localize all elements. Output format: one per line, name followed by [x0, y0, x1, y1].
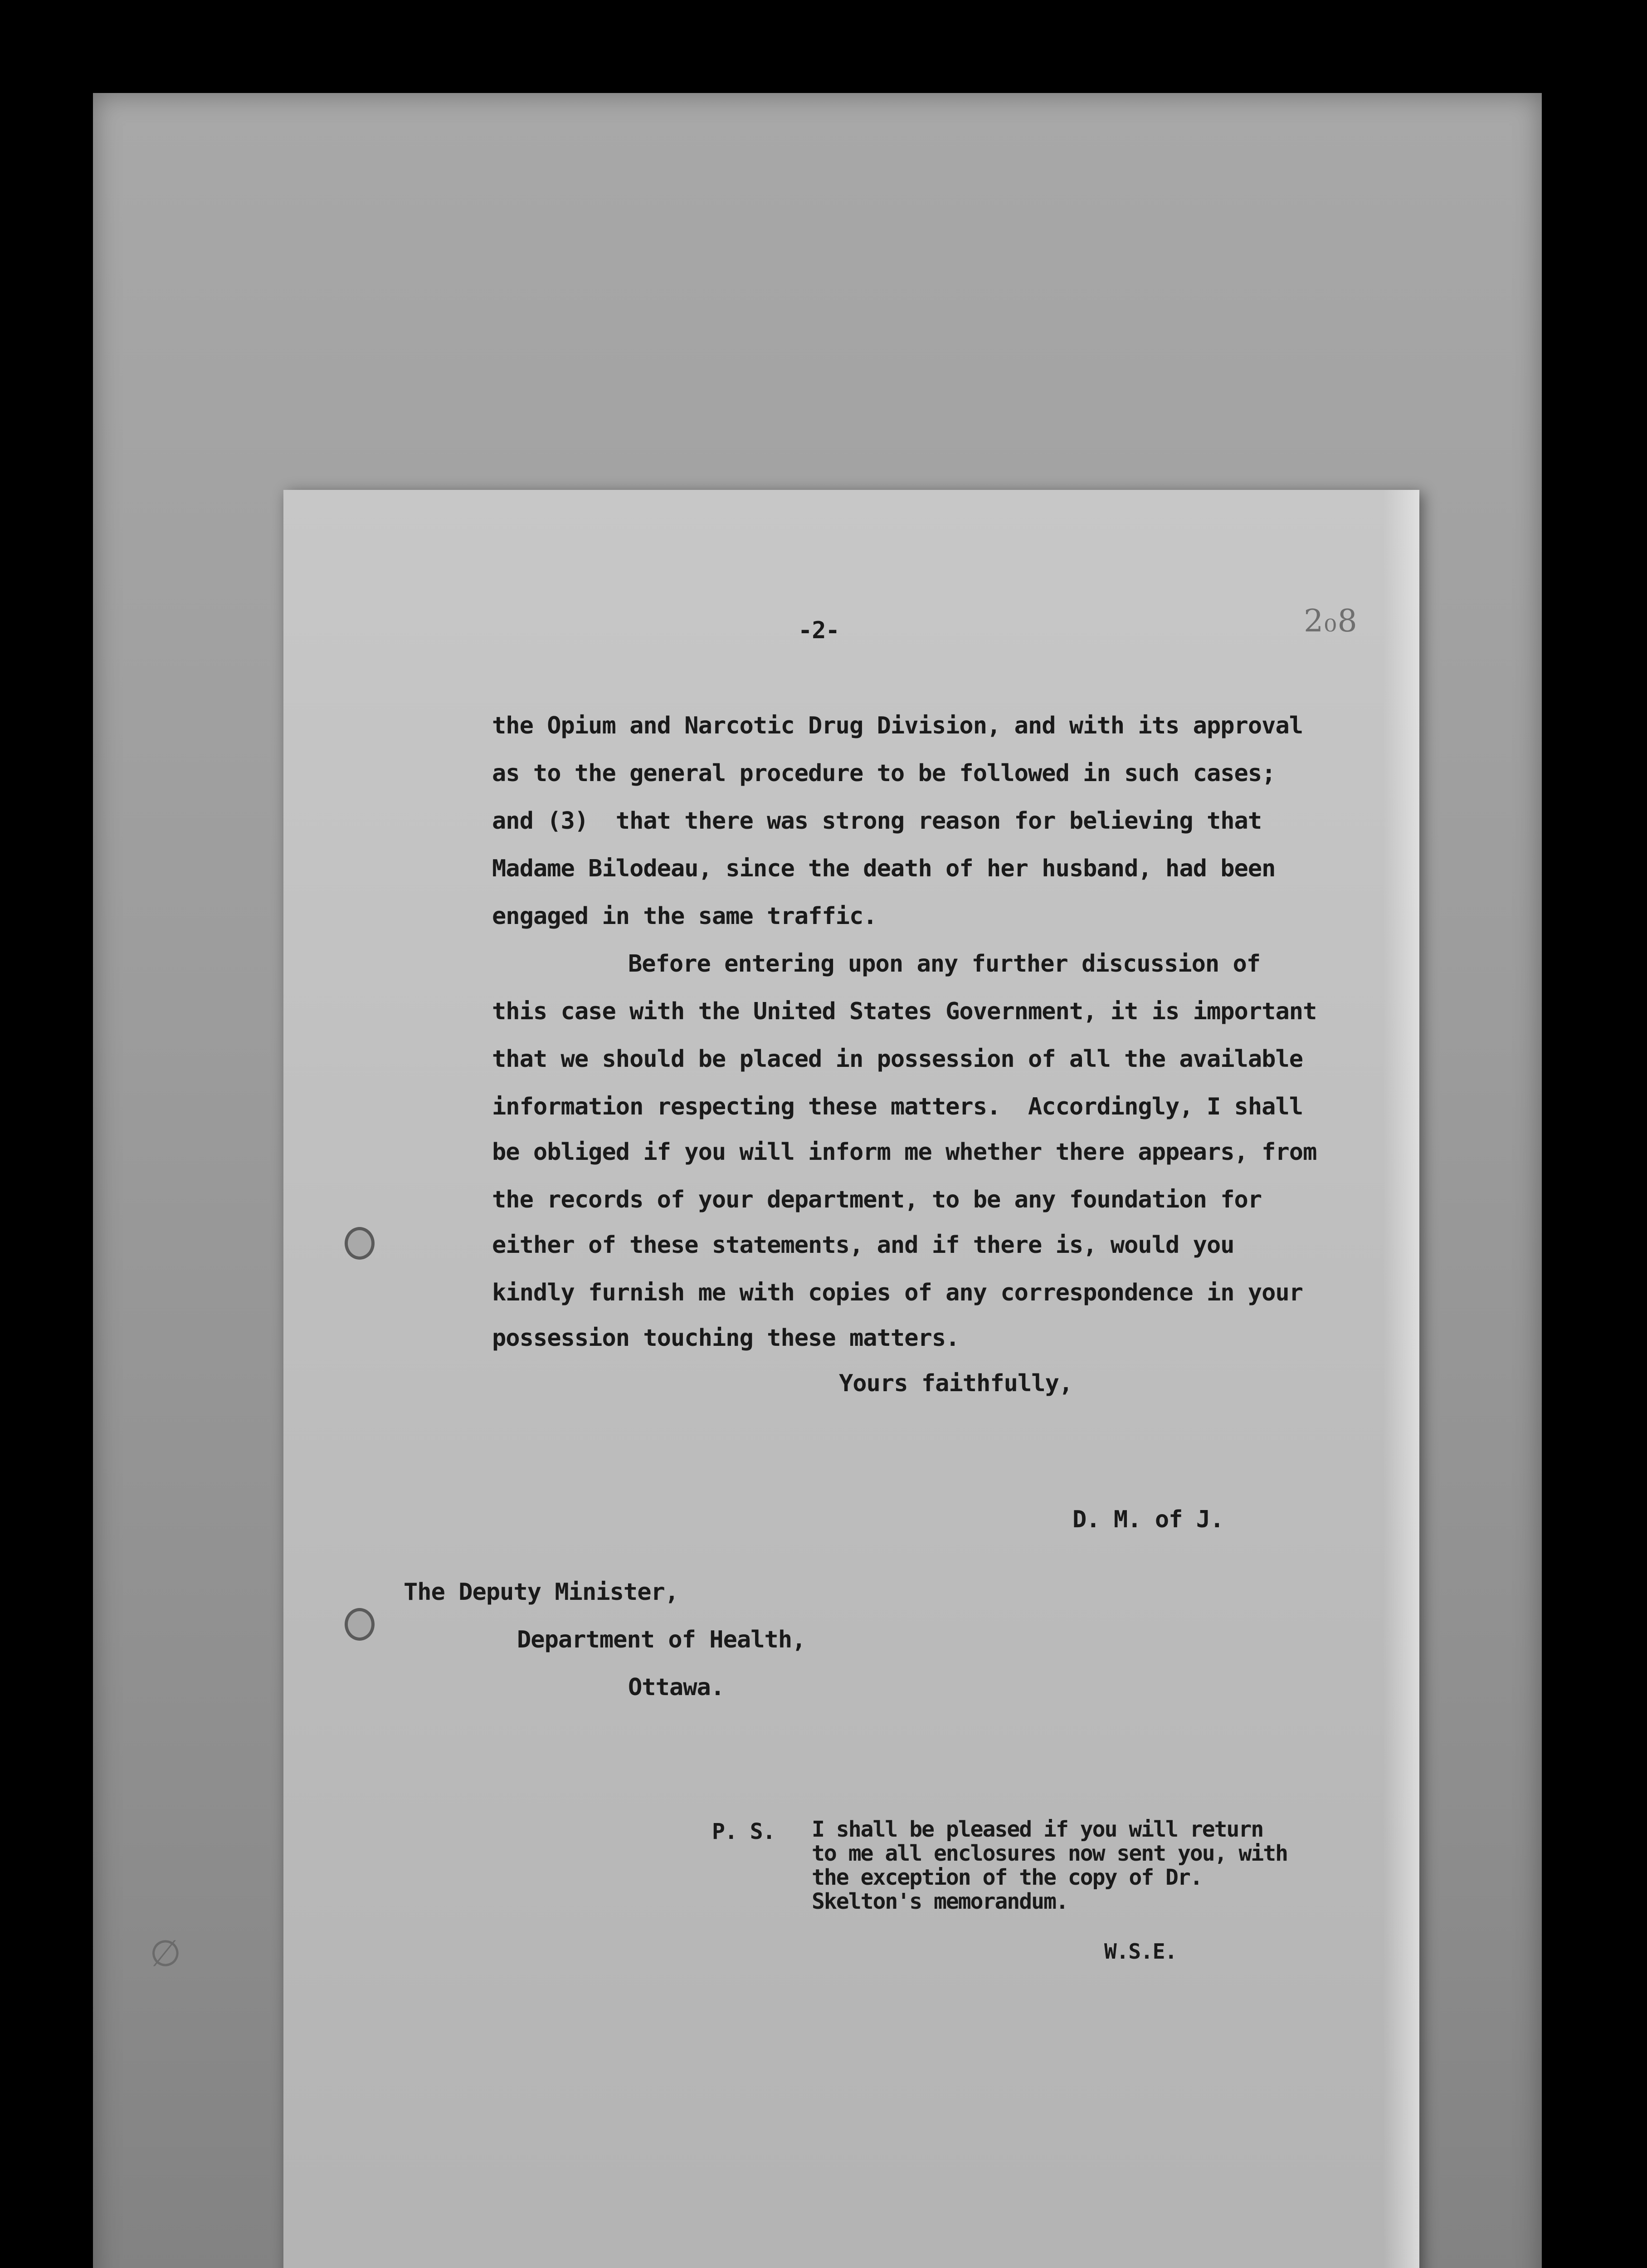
paragraph-line: that we should be placed in possession of all the available [492, 1046, 1303, 1073]
addressee-line: Ottawa. [628, 1674, 725, 1701]
paragraph-line: either of these statements, and if there is, would you [492, 1232, 1234, 1259]
margin-mark: ∅ [150, 1932, 181, 1975]
body-line: the Opium and Narcotic Drug Division, and with its approval [492, 712, 1303, 739]
paragraph-line: possession touching these matters. [492, 1325, 960, 1352]
body-line: Madame Bilodeau, since the death of her husband, had been [492, 855, 1276, 882]
postscript-line: to me all enclosures now sent you, with [812, 1841, 1288, 1866]
body-line: and (3) that there was strong reason for believing that [492, 807, 1262, 835]
punch-hole [345, 1227, 375, 1260]
postscript-line: the exception of the copy of Dr. [812, 1865, 1202, 1890]
closing: Yours faithfully, [839, 1370, 1073, 1397]
folio-number: 2₀8 [1304, 603, 1358, 639]
body-line: engaged in the same traffic. [492, 903, 877, 930]
paragraph-line: information respecting these matters. Accordingly, I shall [492, 1093, 1303, 1120]
page-number: -2- [798, 617, 839, 644]
paragraph-line: this case with the United States Government, it is important [492, 998, 1317, 1025]
paragraph-line: the records of your department, to be any foundation for [492, 1186, 1262, 1213]
paragraph-line: kindly furnish me with copies of any correspondence in your [492, 1279, 1303, 1306]
paragraph-line: Before entering upon any further discussion of [628, 950, 1261, 978]
postscript-line: I shall be pleased if you will return [812, 1817, 1263, 1842]
addressee-line: Department of Health, [517, 1626, 806, 1653]
punch-hole [345, 1608, 375, 1641]
postscript-line: Skelton's memorandum. [812, 1889, 1068, 1914]
body-line: as to the general procedure to be followed in such cases; [492, 760, 1276, 787]
paragraph-line: be obliged if you will inform me whether there appears, from [492, 1139, 1317, 1166]
typist-initials: W.S.E. [1104, 1939, 1177, 1964]
signature-block: D. M. of J. [1072, 1506, 1224, 1533]
addressee-line: The Deputy Minister, [404, 1579, 679, 1606]
postscript-label: P. S. [712, 1819, 775, 1844]
